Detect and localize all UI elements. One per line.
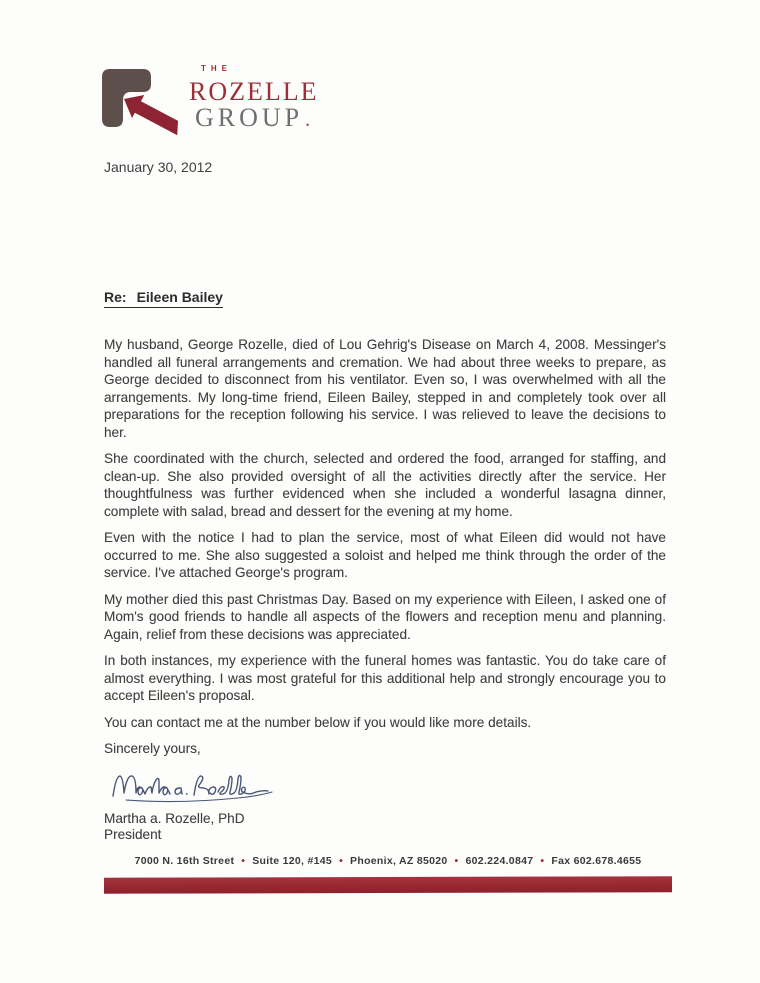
logo-word-the: THE bbox=[201, 64, 232, 73]
footer-address-line bbox=[104, 855, 672, 867]
logo-group-text: GROUP bbox=[195, 103, 304, 132]
logo-r-block bbox=[102, 69, 151, 127]
body-paragraph-4: My mother died this past Christmas Day. Based on my experience with Eileen, I asked one of Mom's good friends to handle all aspects of the flowers and reception menu and planning. Again, relief from these decisions was appreciated. bbox=[104, 591, 666, 642]
footer-suite: Suite 120, #145 bbox=[252, 855, 333, 867]
body-paragraph-5: In both instances, my experience with the funeral homes was fantastic. You do take care of almost everything. I was most grateful for this additional help and strongly encourage you to accept Eileen's proposal. bbox=[104, 653, 666, 703]
footer-city: Phoenix, AZ 85020 bbox=[350, 855, 448, 867]
handwritten-signature bbox=[108, 767, 288, 807]
body-paragraph-3: Even with the notice I had to plan the service, most of what Eileen did would not have occurred to me. She also suggested a soloist and helped me think through the order of the service. I've attached George's program. bbox=[104, 530, 666, 580]
closing-line: Sincerely yours, bbox=[104, 741, 201, 756]
logo-group-period: . bbox=[305, 109, 315, 131]
footer-bar bbox=[104, 876, 672, 893]
footer-phone: 602.224.0847 bbox=[465, 855, 534, 867]
logo-arrow bbox=[118, 88, 187, 140]
bullet-separator: • bbox=[339, 855, 344, 867]
signer-title: President bbox=[104, 826, 162, 842]
letter-date: January 30, 2012 bbox=[104, 159, 213, 175]
logo-word-group bbox=[195, 103, 314, 133]
logo-word-rozelle: ROZELLE bbox=[189, 77, 319, 106]
footer-street: 7000 N. 16th Street bbox=[134, 855, 235, 867]
signer-name: Martha a. Rozelle, PhD bbox=[104, 810, 245, 826]
contact-line: You can contact me at the number below if you would like more details. bbox=[104, 714, 532, 730]
bullet-separator: • bbox=[540, 855, 545, 867]
body-paragraph-2: She coordinated with the church, selected and ordered the food, arranged for staffing, and clean-up. She also provided oversight of all the activities directly after the service. Her thoughtfulness was further evidenced when she included a wonderful lasagna dinner, complete with salad, bread and dessert for the evening at my home. bbox=[104, 451, 666, 519]
re-subject: Eileen Bailey bbox=[136, 289, 223, 305]
bullet-separator: • bbox=[454, 855, 459, 867]
bullet-separator: • bbox=[241, 855, 246, 867]
footer-fax: Fax 602.678.4655 bbox=[551, 855, 642, 867]
body-paragraph-1: My husband, George Rozelle, died of Lou Gehrig's Disease on March 4, 2008. Messinger's handled all funeral arrangements and cremation. We had about three weeks to prepare, as George decided to disconnect from his ventilator. Even so, I was overwhelmed with all the arrangements. My long-time friend, Eileen Bailey, stepped in and completely took over all preparations for the reception following his service. I was relieved to leave the decisions to her. bbox=[104, 337, 666, 440]
re-line bbox=[104, 289, 223, 308]
letter-body bbox=[104, 336, 666, 843]
re-label: Re: bbox=[104, 289, 127, 305]
